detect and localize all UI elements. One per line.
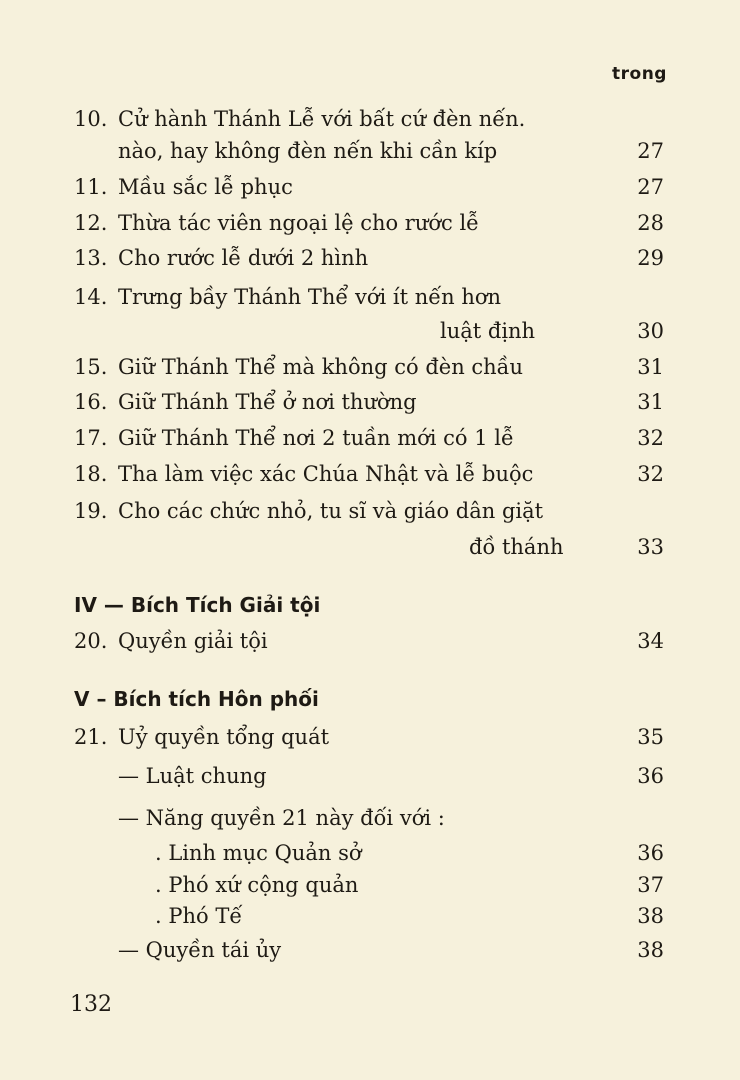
subentry-title: — Quyền tái ủy bbox=[118, 938, 282, 962]
entry-title: Giữ Thánh Thể mà không có đèn chầu bbox=[118, 355, 524, 379]
entry-page: 29 bbox=[637, 246, 664, 270]
toc-entry-17 bbox=[0, 423, 740, 453]
entry-page: 36 bbox=[637, 841, 664, 865]
entry-number: 19. bbox=[74, 499, 108, 523]
entry-page: 32 bbox=[637, 462, 664, 486]
section-heading-iv: IV — Bích Tích Giải tội bbox=[74, 593, 321, 617]
page-number: 132 bbox=[70, 992, 112, 1017]
entry-title-line-1: Cử hành Thánh Lễ với bất cứ đèn nến. bbox=[118, 107, 526, 131]
entry-title: Thừa tác viên ngoại lệ cho rước lễ bbox=[118, 211, 480, 235]
entry-page: 36 bbox=[637, 764, 664, 788]
toc-entry-10-cont bbox=[0, 136, 740, 166]
toc-entry-15 bbox=[0, 352, 740, 382]
entry-title-line-2: luật định bbox=[440, 319, 536, 343]
entry-page: 32 bbox=[637, 426, 664, 450]
toc-entry-21 bbox=[0, 722, 740, 752]
entry-number: 10. bbox=[74, 107, 108, 131]
toc-entry-19-cont bbox=[0, 532, 740, 562]
entry-title: Giữ Thánh Thể nơi 2 tuần mới có 1 lễ bbox=[118, 426, 514, 450]
toc-subentry-luat-chung bbox=[0, 761, 740, 791]
entry-number: 17. bbox=[74, 426, 108, 450]
entry-title: Mầu sắc lễ phục bbox=[118, 175, 293, 199]
entry-page: 28 bbox=[637, 211, 664, 235]
toc-subentry-nang-quyen bbox=[0, 803, 740, 833]
entry-title: Giữ Thánh Thể ở nơi thường bbox=[118, 390, 417, 414]
entry-page: 31 bbox=[637, 390, 664, 414]
subentry-title: . Linh mục Quản sở bbox=[155, 841, 362, 865]
entry-page: 30 bbox=[637, 319, 664, 343]
section-heading-v: V – Bích tích Hôn phối bbox=[74, 687, 319, 711]
toc-entry-10 bbox=[0, 104, 740, 134]
entry-page: 33 bbox=[637, 535, 664, 559]
entry-title-line-2: nào, hay không đèn nến khi cần kíp bbox=[118, 139, 498, 163]
entry-title: Quyền giải tội bbox=[118, 629, 268, 653]
entry-page: 27 bbox=[637, 139, 664, 163]
toc-entry-18 bbox=[0, 459, 740, 489]
entry-page: 35 bbox=[637, 725, 664, 749]
toc-entry-19 bbox=[0, 496, 740, 526]
entry-title: Cho rước lễ dưới 2 hình bbox=[118, 246, 369, 270]
subentry-title: . Phó Tế bbox=[155, 904, 243, 928]
entry-number: 12. bbox=[74, 211, 108, 235]
entry-page: 38 bbox=[637, 904, 664, 928]
entry-number: 13. bbox=[74, 246, 108, 270]
toc-subentry-pho-xu bbox=[0, 870, 740, 900]
toc-entry-16 bbox=[0, 387, 740, 417]
subentry-title: — Luật chung bbox=[118, 764, 267, 788]
toc-subentry-linh-muc bbox=[0, 838, 740, 868]
toc-entry-20 bbox=[0, 626, 740, 656]
entry-title-line-2: đồ thánh bbox=[469, 535, 564, 559]
entry-number: 21. bbox=[74, 725, 108, 749]
entry-number: 11. bbox=[74, 175, 108, 199]
page-column-label: trong bbox=[612, 64, 667, 84]
entry-number: 18. bbox=[74, 462, 108, 486]
entry-number: 14. bbox=[74, 285, 108, 309]
toc-entry-14-cont bbox=[0, 316, 740, 346]
entry-title: Tha làm việc xác Chúa Nhật và lễ buộc bbox=[118, 462, 534, 486]
toc-entry-13 bbox=[0, 243, 740, 273]
entry-page: 31 bbox=[637, 355, 664, 379]
entry-number: 16. bbox=[74, 390, 108, 414]
toc-entry-14 bbox=[0, 282, 740, 312]
entry-number: 15. bbox=[74, 355, 108, 379]
entry-page: 37 bbox=[637, 873, 664, 897]
toc-entry-12 bbox=[0, 208, 740, 238]
subentry-title: . Phó xứ cộng quản bbox=[155, 873, 359, 897]
entry-title-line-1: Cho các chức nhỏ, tu sĩ và giáo dân giặt bbox=[118, 499, 544, 523]
toc-entry-11 bbox=[0, 172, 740, 202]
subentry-title: — Năng quyền 21 này đối với : bbox=[118, 806, 445, 830]
toc-subentry-quyen-tai-uy bbox=[0, 935, 740, 965]
toc-subentry-pho-te bbox=[0, 901, 740, 931]
entry-page: 27 bbox=[637, 175, 664, 199]
entry-title-line-1: Trưng bầy Thánh Thể với ít nến hơn bbox=[118, 285, 502, 309]
entry-number: 20. bbox=[74, 629, 108, 653]
entry-title: Uỷ quyền tổng quát bbox=[118, 725, 330, 749]
entry-page: 38 bbox=[637, 938, 664, 962]
entry-page: 34 bbox=[637, 629, 664, 653]
